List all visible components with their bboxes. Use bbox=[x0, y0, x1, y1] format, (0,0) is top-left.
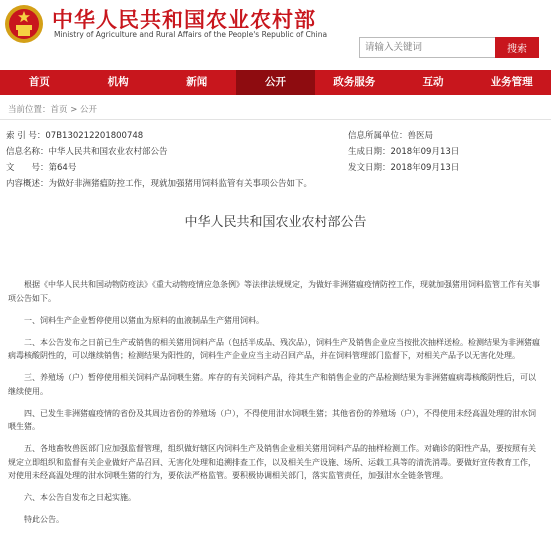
national-emblem-icon[interactable] bbox=[4, 4, 44, 44]
article-paragraph: 根据《中华人民共和国动物防疫法》《重大动物疫情应急条例》等法律法规规定，为做好非洲猪瘟疫情防控工作，现就加强猪用饲料监管工作有关事项公告如下。 bbox=[8, 280, 540, 303]
search-button[interactable]: 搜索 bbox=[495, 37, 539, 58]
meta-row bbox=[6, 160, 546, 176]
meta-row bbox=[6, 176, 546, 192]
article-title: 中华人民共和国农业农村部公告 bbox=[184, 215, 367, 230]
meta-category: 信息名称：中华人民共和国农业农村部公告 bbox=[6, 147, 168, 157]
article-paragraph: 三、养殖场（户）暂停使用相关饲料产品饲喂生猪。库存的有关饲料产品，待其生产和销售企业的产品检测结果为非洲猪瘟病毒核酸阴性后，可以继续使用。 bbox=[8, 373, 536, 396]
article-paragraph: 二、本公告发布之日前已生产或销售的相关猪用饲料产品（包括半成品、残次品），饲料生产及销售企业应当按批次抽样送检。检测结果为非洲猪瘟病毒核酸阴性的，可以继续销售；检测结果为阳性的，饲料生产企业应当主动召回产品，并在饲料管理部门监督下，对相关产品予以无害化处理。 bbox=[8, 337, 540, 360]
meta-created-date: 生成日期：2018年09月13日 bbox=[348, 147, 460, 157]
nav-business-management[interactable]: 业务管理 bbox=[490, 76, 533, 88]
nav-government-services[interactable]: 政务服务 bbox=[333, 76, 376, 88]
meta-summary: 内容概述：为做好非洲猪瘟防控工作，现就加强猪用饲料监管有关事项公告如下。 bbox=[6, 179, 313, 189]
article-paragraph: 特此公告。 bbox=[24, 515, 64, 524]
meta-published-date: 发文日期：2018年09月13日 bbox=[348, 163, 460, 173]
search-bar bbox=[359, 37, 539, 58]
nav-public[interactable]: 公开 bbox=[236, 70, 315, 95]
nav-organization[interactable]: 机构 bbox=[107, 76, 129, 88]
meta-row bbox=[6, 128, 546, 144]
site-subtitle: Ministry of Agriculture and Rural Affairs of the People's Republic of China bbox=[54, 30, 328, 39]
nav-interaction[interactable]: 互动 bbox=[422, 76, 444, 88]
nav-news[interactable]: 新闻 bbox=[186, 76, 208, 88]
document-metadata bbox=[6, 128, 546, 192]
meta-index-number: 索 引 号：07B130212201800748 bbox=[6, 131, 144, 141]
site-header bbox=[0, 0, 551, 70]
nav-home[interactable]: 首页 bbox=[28, 76, 50, 88]
article-paragraph: 四、已发生非洲猪瘟疫情的省份及其周边省份的养殖场（户），不得使用泔水饲喂生猪；其他省份的养殖场（户），不得使用未经高温处理的泔水饲喂生猪。 bbox=[8, 408, 536, 431]
main-nav bbox=[0, 70, 551, 95]
breadcrumb: 当前位置：首页 > 公开 bbox=[8, 105, 98, 115]
meta-row bbox=[6, 144, 546, 160]
article-paragraph: 六、本公告自发布之日起实施。 bbox=[24, 493, 136, 502]
article-paragraph: 一、饲料生产企业暂停使用以猪血为原料的血液制品生产猪用饲料。 bbox=[24, 315, 264, 325]
search-input[interactable] bbox=[359, 37, 495, 58]
article-paragraph: 五、各地畜牧兽医部门应加强监督管理，组织做好辖区内饲料生产及销售企业相关猪用饲料产品的抽样检测工作。对确诊的阳性产品，要按照有关规定立即组织和监督有关企业做好产品召回、无害化处理和追溯排查工作，以及相关生产设施、场所、运载工具等的清洗消毒。要做好宣传教育工作，对使用未经高温处理的泔水饲喂生猪的行为，要依法严格监管。要积极协调相关部门，落实监管责任，加强泔水全链条管理。 bbox=[8, 444, 536, 480]
site-title[interactable]: 中华人民共和国农业农村部 bbox=[52, 7, 316, 32]
breadcrumb-divider bbox=[0, 119, 551, 120]
meta-owner: 信息所属单位：兽医局 bbox=[348, 131, 434, 141]
article-body bbox=[8, 278, 543, 535]
meta-document-number: 文 号：第64号 bbox=[6, 163, 77, 173]
